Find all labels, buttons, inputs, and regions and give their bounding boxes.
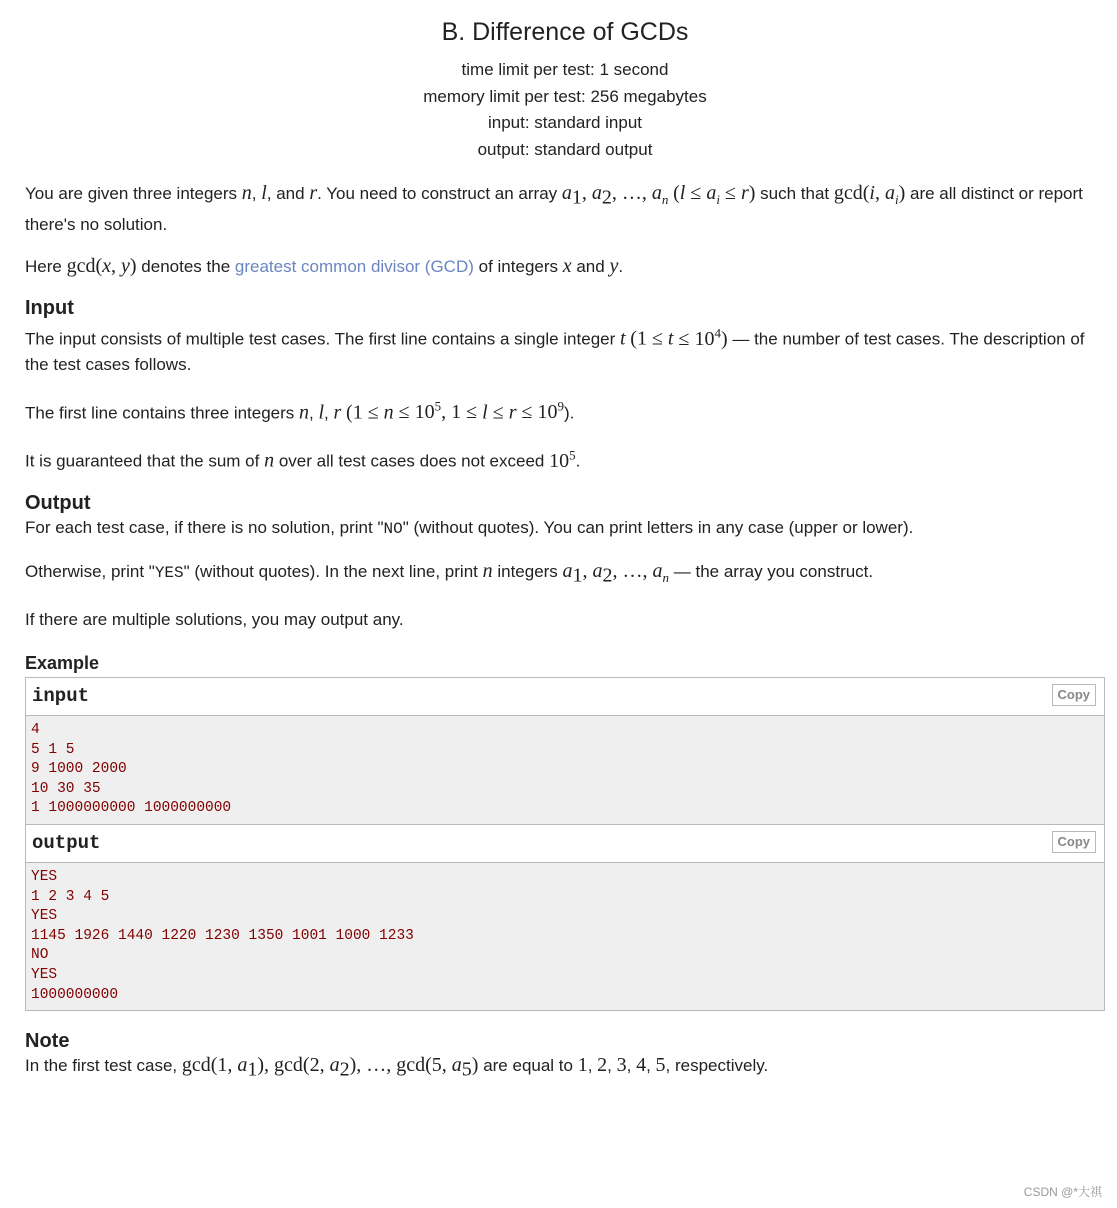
- note-paragraph: In the first test case, gcd(1, $a_1$), gcd(2, $a_2$), …, gcd(5, $a_5$) are equal to 1, 2, 3, 4, 5, respectively.: [25, 1054, 769, 1081]
- output-paragraph-3: If there are multiple solutions, you may output any.: [25, 609, 404, 629]
- example-heading: Example: [25, 652, 100, 673]
- output-label: output: [32, 831, 101, 854]
- output-line: YES: [31, 908, 58, 925]
- input-file: input: standard input: [487, 113, 643, 132]
- output-line: 1000000000: [31, 986, 119, 1003]
- input-heading: Input: [25, 297, 74, 319]
- output-heading: Output: [25, 491, 91, 514]
- input-line: 4: [31, 721, 40, 738]
- output-line: NO: [31, 947, 49, 964]
- note-heading: Note: [25, 1030, 70, 1053]
- sample-output: [26, 863, 1104, 1010]
- output-line: 1 2 3 4 5: [31, 888, 110, 905]
- input-line: 10 30 35: [31, 780, 101, 797]
- input-line: 5 1 5: [31, 741, 75, 758]
- csdn-watermark: CSDN @*大祺: [1023, 1185, 1102, 1199]
- input-label: input: [32, 684, 90, 707]
- input-line: 1 1000000000 1000000000: [31, 800, 232, 817]
- input-paragraph-3: It is guaranteed that the sum of n over all test cases does not exceed $10^5$.: [25, 447, 581, 472]
- input-paragraph-1: The input consists of multiple test cases. The first line contains a single integer t $(1 \le t \le 10^4)$ — the number of test cases. The description of the test cases follows.: [25, 325, 1085, 374]
- time-limit: time limit per test: 1 second: [461, 60, 669, 79]
- copy-input-button[interactable]: Copy: [1052, 684, 1097, 706]
- input-line: 9 1000 2000: [31, 761, 127, 778]
- statement-paragraph-1: You are given three integers n, l, and r. You need to construct an array $a_1$, $a_2$, …, $a_n$ $(l \le a_i \le r)$ such that gcd(i, $a_i$) are all distinct or report there's no solution.: [25, 182, 1083, 234]
- sample-test: [25, 677, 1105, 1011]
- memory-limit: memory limit per test: 256 megabytes: [423, 86, 707, 106]
- output-line: 1145 1926 1440 1220 1230 1350 1001 1000 1233: [31, 927, 414, 944]
- sample-input: [26, 716, 1104, 824]
- copy-output-button[interactable]: Copy: [1052, 831, 1097, 853]
- input-paragraph-2: The first line contains three integers n, l, r ($1 \le n \le 10^5$, $1 \le l \le r \le 10^9$).: [25, 398, 575, 424]
- output-paragraph-1: For each test case, if there is no solution, print "NO" (without quotes). You can print letters in any case (upper or lower).: [25, 517, 914, 538]
- output-line: YES: [31, 868, 58, 885]
- problem-title: B. Difference of GCDs: [441, 18, 689, 46]
- output-header: [26, 824, 1104, 863]
- gcd-wiki-link[interactable]: greatest common divisor (GCD): [234, 257, 474, 276]
- output-file: output: standard output: [477, 139, 653, 159]
- input-header: [26, 678, 1104, 716]
- output-line: YES: [31, 966, 58, 983]
- statement-paragraph-2: Here gcd(x, y) denotes the greatest common divisor (GCD) of integers x and y.: [25, 255, 624, 277]
- output-paragraph-2: Otherwise, print "YES" (without quotes). In the next line, print n integers $a_1$, $a_2$, …, $a_n$ — the array you construct.: [25, 559, 874, 587]
- limits-block: [25, 57, 1105, 163]
- problem-statement: [25, 0, 1105, 1082]
